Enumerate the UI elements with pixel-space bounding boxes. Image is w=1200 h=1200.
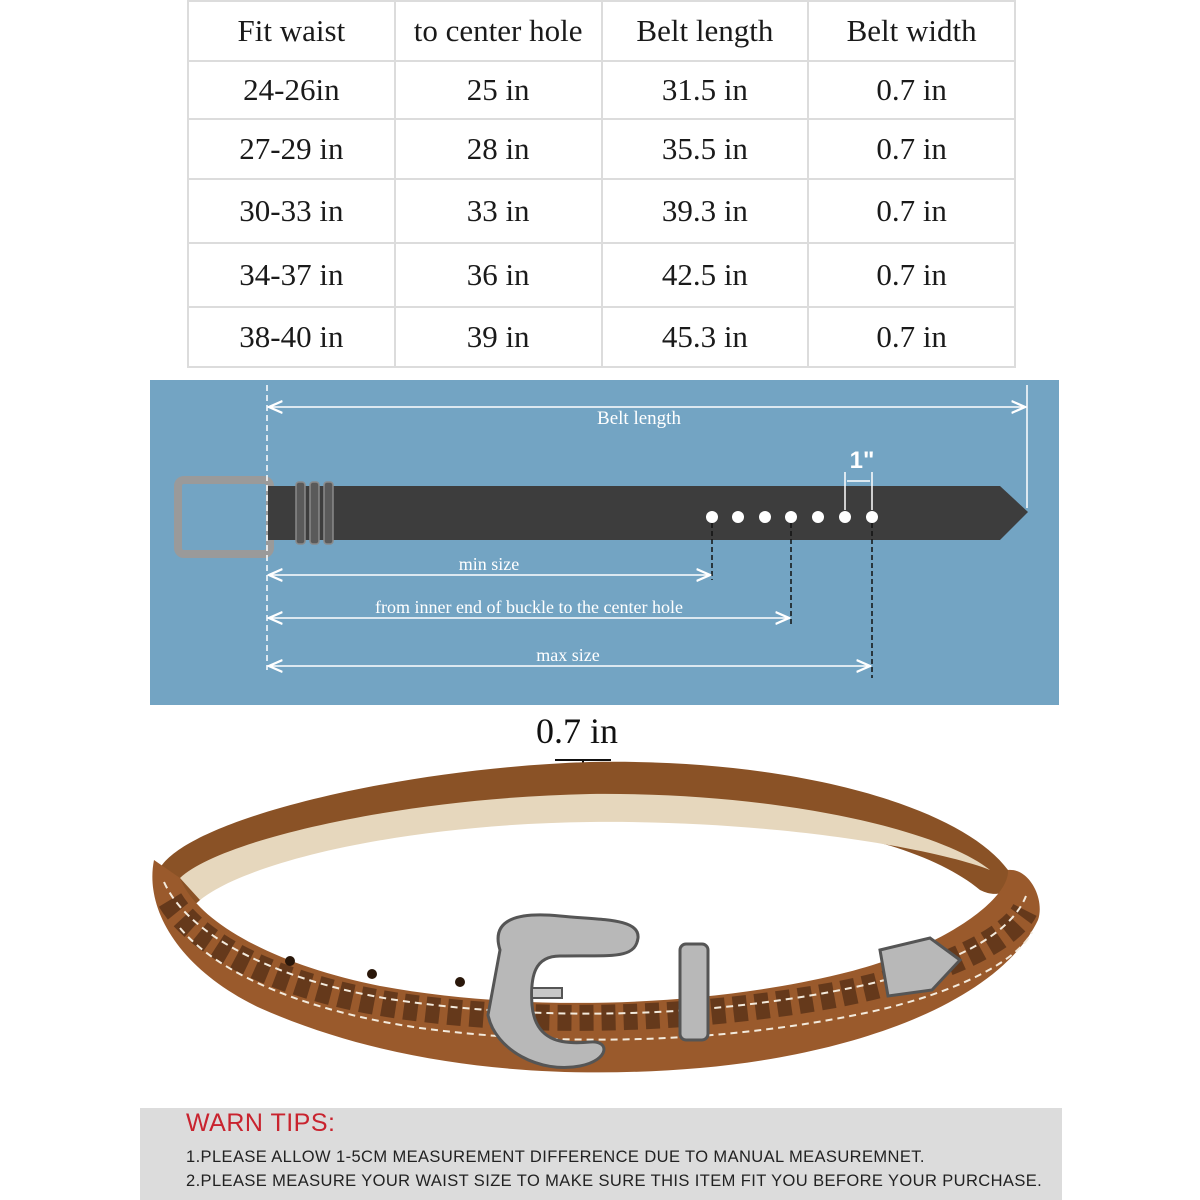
table-row	[188, 61, 1015, 119]
column-header: to center hole	[395, 1, 602, 61]
table-cell: 42.5 in	[602, 243, 809, 307]
column-header: Belt width	[808, 1, 1015, 61]
table-cell: 35.5 in	[602, 119, 809, 179]
belt-hole	[866, 511, 878, 523]
table-cell: 25 in	[395, 61, 602, 119]
column-header: Fit waist	[188, 1, 395, 61]
diagram-drawing	[150, 380, 1059, 705]
belt-measurement-diagram	[150, 380, 1059, 705]
belt-strap-shape	[268, 486, 1028, 540]
table-cell: 39.3 in	[602, 179, 809, 243]
belt-hole	[706, 511, 718, 523]
table-cell: 0.7 in	[808, 61, 1015, 119]
table-header-row	[188, 1, 1015, 61]
table-cell: 27-29 in	[188, 119, 395, 179]
belt-hole	[367, 969, 377, 979]
belt-hole	[455, 977, 465, 987]
belt-photo	[140, 750, 1062, 1100]
warning-panel	[140, 1108, 1062, 1200]
hole-spacing-label: 1"	[849, 447, 875, 474]
warning-title: WARN TIPS:	[186, 1109, 336, 1137]
warning-line: 2.PLEASE MEASURE YOUR WAIST SIZE TO MAKE SURE THIS ITEM FIT YOU BEFORE YOUR PURCHASE.	[186, 1172, 1043, 1190]
table-row	[188, 307, 1015, 367]
max-size-label: max size	[536, 645, 600, 665]
min-size-label: min size	[458, 554, 520, 574]
belt-hole	[839, 511, 851, 523]
table-cell: 38-40 in	[188, 307, 395, 367]
table-row	[188, 179, 1015, 243]
table-cell: 0.7 in	[808, 307, 1015, 367]
table-cell: 30-33 in	[188, 179, 395, 243]
center-hole-label: from inner end of buckle to the center hole	[375, 597, 683, 617]
column-header: Belt length	[602, 1, 809, 61]
table-cell: 39 in	[395, 307, 602, 367]
belt-width-label: 0.7 in	[536, 711, 619, 751]
belt-keeper	[680, 944, 708, 1040]
belt-keeper-shape	[324, 482, 333, 544]
size-chart-table	[187, 0, 1016, 368]
warning-line: 1.PLEASE ALLOW 1-5CM MEASUREMENT DIFFERENCE DUE TO MANUAL MEASUREMNET.	[186, 1148, 925, 1166]
table-cell: 0.7 in	[808, 179, 1015, 243]
table-cell: 31.5 in	[602, 61, 809, 119]
belt-hole	[732, 511, 744, 523]
belt-length-label: Belt length	[597, 408, 681, 429]
table-cell: 33 in	[395, 179, 602, 243]
table-cell: 0.7 in	[808, 119, 1015, 179]
belt-hole	[285, 956, 295, 966]
table-cell: 24-26in	[188, 61, 395, 119]
belt-keeper-shape	[296, 482, 305, 544]
buckle-prong	[532, 988, 562, 998]
table-row	[188, 119, 1015, 179]
belt-hole	[785, 511, 797, 523]
table-cell: 34-37 in	[188, 243, 395, 307]
belt-hole	[812, 511, 824, 523]
table-cell: 0.7 in	[808, 243, 1015, 307]
buckle-shape	[178, 480, 270, 554]
table-cell: 36 in	[395, 243, 602, 307]
belt-keeper-shape	[310, 482, 319, 544]
table-cell: 28 in	[395, 119, 602, 179]
belt-hole	[759, 511, 771, 523]
table-cell: 45.3 in	[602, 307, 809, 367]
table-row	[188, 243, 1015, 307]
